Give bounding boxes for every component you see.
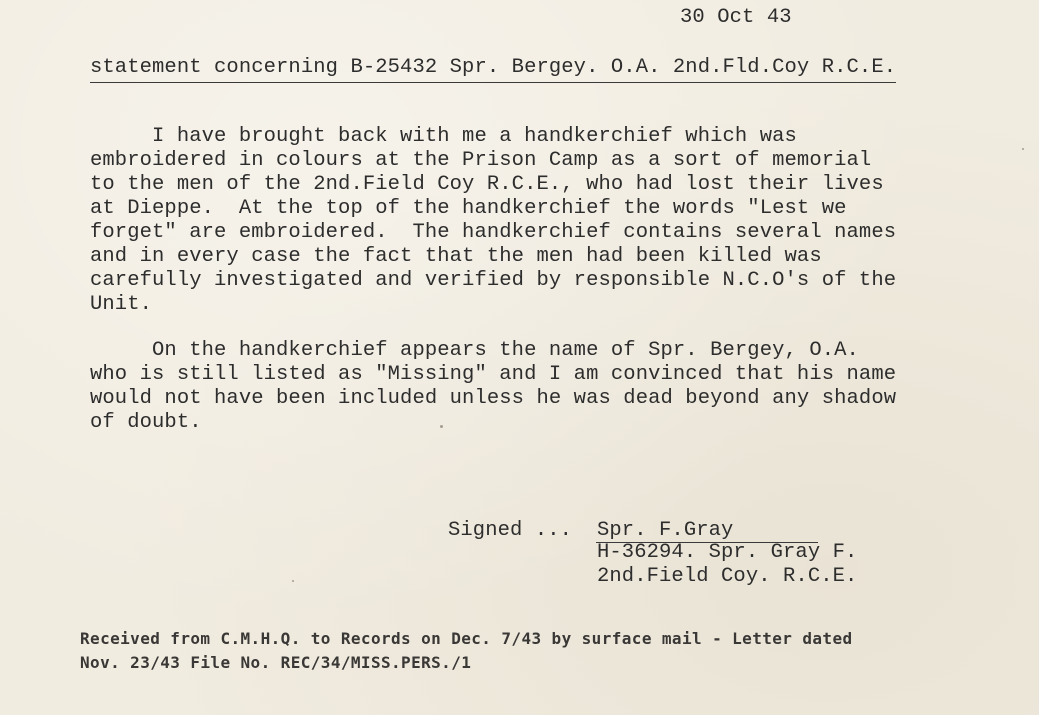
paper-speck <box>440 425 443 428</box>
paragraph-line: Unit. <box>90 293 153 316</box>
paper-speck <box>292 580 294 582</box>
paragraph-line: forget" are embroidered. The handkerchief contains several names <box>90 221 897 244</box>
statement-paragraph-1 <box>90 125 896 317</box>
paper-speck <box>1022 148 1024 150</box>
paragraph-line: to the men of the 2nd.Field Coy R.C.E., who had lost their lives <box>90 173 884 196</box>
document-date: 30 Oct 43 <box>680 6 792 29</box>
paragraph-line: at Dieppe. At the top of the handkerchief the words "Lest we <box>90 197 847 220</box>
received-stamp-line-2: Nov. 23/43 File No. REC/34/MISS.PERS./1 <box>80 653 472 672</box>
signature-service-number: H-36294. Spr. Gray F. <box>597 541 858 564</box>
paragraph-line: of doubt. <box>90 411 202 434</box>
statement-paragraph-2 <box>90 339 896 435</box>
signature-unit: 2nd.Field Coy. R.C.E. <box>597 565 858 588</box>
document-subject: statement concerning B-25432 Spr. Bergey. O.A. 2nd.Fld.Coy R.C.E. <box>90 56 896 83</box>
paragraph-line: and in every case the fact that the men had been killed was <box>90 245 822 268</box>
paragraph-line: would not have been included unless he was dead beyond any shadow <box>90 387 897 410</box>
paragraph-line: embroidered in colours at the Prison Camp as a sort of memorial <box>90 149 872 172</box>
paragraph-line: I have brought back with me a handkerchief which was <box>90 125 797 148</box>
paragraph-line: On the handkerchief appears the name of Spr. Bergey, O.A. <box>90 339 859 362</box>
signature-name: Spr. F.Gray <box>597 519 734 542</box>
paragraph-line: carefully investigated and verified by responsible N.C.O's of the <box>90 269 897 292</box>
signature-label: Signed ... <box>448 519 573 542</box>
paragraph-line: who is still listed as "Missing" and I am convinced that his name <box>90 363 897 386</box>
received-stamp-line-1: Received from C.M.H.Q. to Records on Dec. 7/43 by surface mail - Letter dated <box>80 629 853 648</box>
